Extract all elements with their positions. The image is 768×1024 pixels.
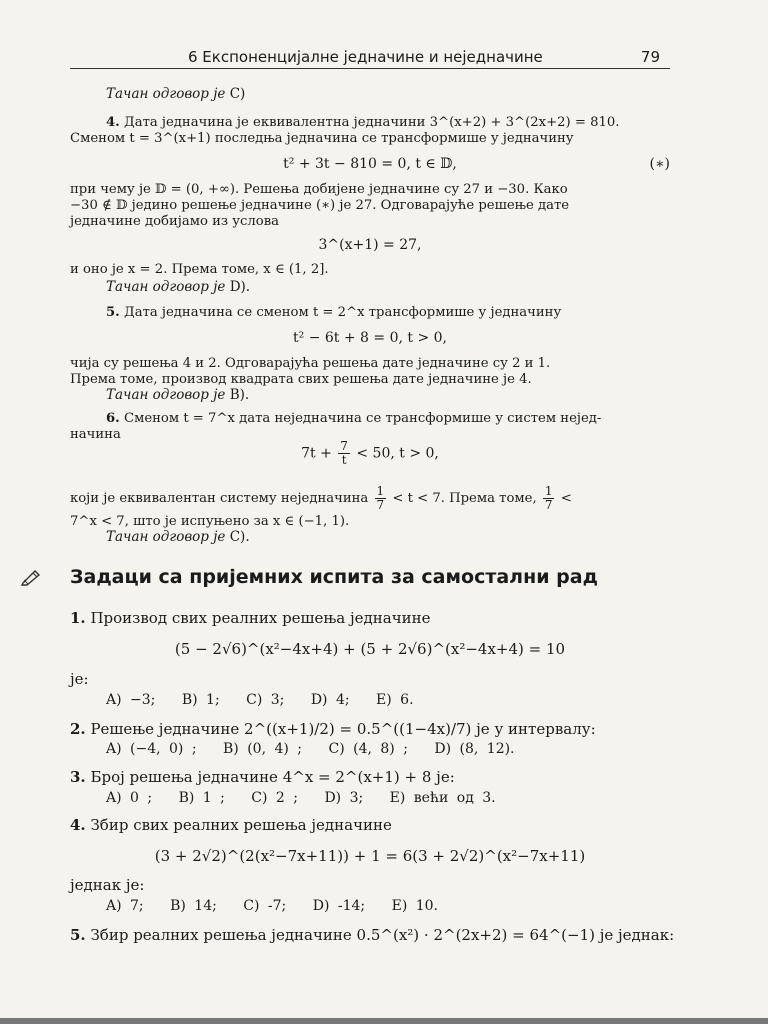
answer-line-5: Тачан одговор је B). bbox=[106, 387, 250, 403]
task-3-statement: 3. Број решења једначине 4^x = 2^(x+1) + 8 је: bbox=[70, 768, 455, 786]
solution-5-line-1: 5. Дата једначина се сменом t = 2^x трансформише у једначину bbox=[106, 305, 562, 320]
task-1-tail: је: bbox=[70, 670, 89, 688]
solution-4-line-5: једначине добијамо из услова bbox=[70, 214, 280, 229]
option-e: E) 6. bbox=[376, 692, 414, 708]
solution-5-line-3: Према томе, производ квадрата свих решења дате једначине је 4. bbox=[70, 372, 532, 387]
task-1-options bbox=[106, 692, 432, 708]
scan-bottom-edge bbox=[0, 1018, 768, 1024]
task-1-statement: 1. Производ свих реалних решења једначине bbox=[70, 609, 431, 627]
solution-4-equation-2: 3^(x+1) = 27, bbox=[318, 237, 422, 253]
solution-6-line-1: 6. Сменом t = 7^x дата неједначина се трансформише у систем нејед- bbox=[106, 411, 602, 426]
answer-line-4: Тачан одговор је D). bbox=[106, 279, 251, 295]
fraction-1-over-7-b: $\frac{1}{7}$ bbox=[544, 484, 553, 512]
option-e: E) већи од 3. bbox=[389, 790, 496, 806]
option-a: A) (−4, 0) ; bbox=[106, 741, 197, 757]
answer-line-6: Тачан одговор је C). bbox=[106, 529, 250, 545]
task-4-options bbox=[106, 898, 456, 914]
solution-6-line-2: начина bbox=[70, 427, 121, 442]
option-b: B) (0, 4) ; bbox=[223, 741, 303, 757]
option-d: D) 3; bbox=[324, 790, 364, 806]
solution-6-line-3: који је еквивалентан систему неједначина $\frac{1}{7}$ < t < 7. Према томе, $\frac{1}{7}$ < bbox=[70, 484, 572, 512]
solution-5-equation: t² − 6t + 8 = 0, t > 0, bbox=[293, 330, 447, 346]
task-5-statement: 5. Збир реалних решења једначине 0.5^(x²) · 2^(2x+2) = 64^(−1) је једнак: bbox=[70, 926, 675, 944]
option-e: E) 10. bbox=[391, 898, 438, 914]
solution-4-line-1: 4. Дата једначина је еквивалентна једначини 3^(x+2) + 3^(2x+2) = 810. bbox=[106, 115, 620, 130]
option-c: C) -7; bbox=[243, 898, 287, 914]
textbook-page bbox=[70, 0, 675, 1024]
option-d: D) (8, 12). bbox=[434, 741, 515, 757]
option-b: B) 14; bbox=[170, 898, 217, 914]
option-a: A) 7; bbox=[106, 898, 144, 914]
page-number: 79 bbox=[640, 48, 660, 66]
solution-4-equation: t² + 3t − 810 = 0, t ∈ 𝔻, (∗) bbox=[283, 156, 670, 172]
option-d: D) -14; bbox=[312, 898, 366, 914]
option-d: D) 4; bbox=[310, 692, 350, 708]
solution-4-line-3: при чему је 𝔻 = (0, +∞). Решења добијене једначине су 27 и −30. Како bbox=[70, 182, 568, 197]
solution-4-line-2: Сменом t = 3^(x+1) последња једначина се трансформише у једначину bbox=[70, 131, 574, 146]
chapter-title: 6 Експоненцијалне једначине и неједначине bbox=[188, 48, 543, 66]
fraction-7-over-t: $\frac{7}{t}$ bbox=[340, 439, 348, 467]
task-2-statement: 2. Решење једначине 2^((x+1)/2) = 0.5^((1−4x)/7) је у интервалу: bbox=[70, 720, 596, 738]
task-1-equation: (5 − 2√6)^(x²−4x+4) + (5 + 2√6)^(x²−4x+4) = 10 bbox=[174, 640, 566, 658]
task-3-options bbox=[106, 790, 514, 806]
equation-tag: (∗) bbox=[649, 156, 670, 172]
option-c: C) 2 ; bbox=[251, 790, 298, 806]
solution-6-line-4: 7^x < 7, што је испуњено за x ∈ (−1, 1). bbox=[70, 514, 350, 529]
section-heading: Задаци са пријемних испита за самостални рад bbox=[70, 566, 710, 588]
option-b: B) 1 ; bbox=[178, 790, 225, 806]
option-c: C) 3; bbox=[246, 692, 285, 708]
option-c: C) (4, 8) ; bbox=[328, 741, 408, 757]
solution-5-line-2: чија су решења 4 и 2. Одговарајућа решења дате једначине су 2 и 1. bbox=[70, 356, 551, 371]
solution-4-line-4: −30 ∉ 𝔻 једино решење једначине (∗) је 27. Одговарајуће решење дате bbox=[70, 198, 570, 213]
page-header bbox=[70, 46, 670, 69]
task-2-options bbox=[106, 741, 533, 757]
answer-line-3: Тачан одговор је C) bbox=[106, 86, 246, 102]
task-4-equation: (3 + 2√2)^(2(x²−7x+11)) + 1 = 6(3 + 2√2)^(x²−7x+11) bbox=[154, 847, 586, 865]
task-4-statement: 4. Збир свих реалних решења једначине bbox=[70, 816, 392, 834]
pencil-icon bbox=[20, 568, 42, 586]
task-4-tail: једнак је: bbox=[70, 876, 145, 894]
option-a: A) 0 ; bbox=[106, 790, 153, 806]
fraction-1-over-7: $\frac{1}{7}$ bbox=[376, 484, 385, 512]
option-a: A) −3; bbox=[106, 692, 156, 708]
solution-6-inequality: 7t + $\frac{7}{t}$ < 50, t > 0, bbox=[301, 439, 439, 467]
solution-4-line-6: и оно је x = 2. Према томе, x ∈ (1, 2]. bbox=[70, 262, 329, 277]
option-b: B) 1; bbox=[181, 692, 220, 708]
